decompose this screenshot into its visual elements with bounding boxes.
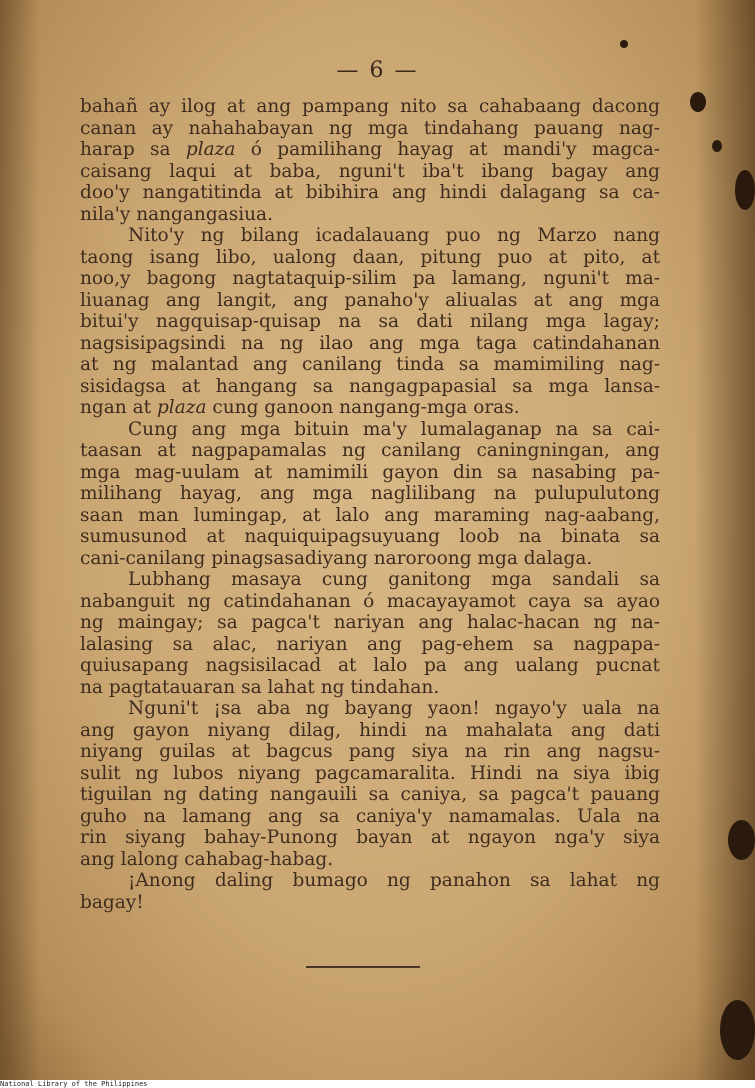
- paragraph: [80, 225, 660, 419]
- page-number: — 6 —: [336, 58, 419, 83]
- ink-stain: [712, 140, 722, 152]
- paragraph: [80, 870, 660, 913]
- text-line: lalasing sa alac, nariyan ang pag-ehem sa nagpapa-: [80, 633, 660, 655]
- text-line: bahañ ay ilog at ang pampang nito sa cahabaang dacong: [80, 96, 660, 117]
- ink-stain: [690, 92, 706, 112]
- text-line: Cung ang mga bituin ma'y lumalaganap na sa cai-: [128, 418, 660, 440]
- text-line: harap sa plaza ó pamilihang hayag at mandi'y magca-: [80, 139, 661, 160]
- text-line: ngan at plaza cung ganoon nangang-mga oras.: [80, 397, 520, 418]
- ink-stain: [735, 170, 755, 210]
- text-line: sisidagsa at hangang sa nangagpapasial sa mga lansa-: [80, 375, 660, 397]
- text-line: liuanag ang langit, ang panaho'y aliualas at ang mga: [80, 289, 660, 311]
- text-line: ng maingay; sa pagca't nariyan ang halac-hacan ng na-: [80, 612, 660, 633]
- text-line: ang gayon niyang dilag, hindi na mahalata ang dati: [80, 719, 660, 741]
- text-line: quiusapang nagsisilacad at lalo pa ang ualang pucnat: [80, 655, 660, 676]
- ink-stain: [620, 40, 628, 48]
- text-line: guho na lamang ang sa caniya'y namamalas. Uala na: [80, 805, 660, 827]
- text-line: ang lalong cahabag-habag.: [80, 848, 334, 870]
- text-line: ¡Anong daling bumago ng panahon sa lahat ng: [128, 870, 660, 891]
- ink-stain: [720, 1000, 755, 1060]
- paragraph: [80, 569, 660, 698]
- text-line: na pagtatauaran sa lahat ng tindahan.: [80, 676, 440, 698]
- text-line: taasan at nagpapamalas ng canilang caningningan, ang: [80, 440, 660, 461]
- text-line: milihang hayag, ang mga naglilibang na pulupulutong: [80, 483, 660, 504]
- text-line: sulit ng lubos niyang pagcamaralita. Hindi na siya ibig: [80, 762, 660, 784]
- text-line: taong isang libo, ualong daan, pitung puo at pito, at: [80, 246, 660, 268]
- text-line: nila'y nangangasiua.: [80, 203, 273, 225]
- text-line: bitui'y nagquisap-quisap na sa dati nilang mga lagay;: [80, 311, 660, 332]
- page-edge-shadow-right: [695, 0, 755, 1080]
- text-line: nagsisipagsindi na ng ilao ang mga taga catindahanan: [80, 332, 660, 354]
- library-credit: National Library of the Philippines: [0, 1080, 755, 1088]
- text-line: caisang laqui at baba, nguni't iba't ibang bagay ang: [80, 160, 660, 182]
- text-line: tiguilan ng dating nangauili sa caniya, sa pagca't pauang: [80, 784, 660, 805]
- paragraph: [80, 419, 660, 570]
- paragraph: [80, 96, 660, 225]
- text-line: mga mag-uulam at namimili gayon din sa nasabing pa-: [80, 461, 660, 483]
- page-edge-shadow-left: [0, 0, 40, 1080]
- text-line: doo'y nangatitinda at bibihira ang hindi dalagang sa ca-: [80, 182, 660, 203]
- text-line: Lubhang masaya cung ganitong mga sandali sa: [128, 569, 660, 590]
- text-line: rin siyang bahay-Punong bayan at ngayon nga'y siya: [80, 827, 660, 848]
- text-line: noo,y bagong nagtataquip-silim pa lamang, nguni't ma-: [80, 268, 660, 289]
- text-line: saan man lumingap, at lalo ang maraming nag-aabang,: [80, 504, 660, 526]
- text-line: Nguni't ¡sa aba ng bayang yaon! ngayo'y uala na: [128, 698, 660, 719]
- text-line: canan ay nahahabayan ng mga tindahang pauang nag-: [80, 117, 660, 139]
- paragraph: [80, 698, 660, 870]
- italic-word: plaza: [185, 139, 236, 160]
- text-line: Nito'y ng bilang icadalauang puo ng Marzo nang: [128, 225, 660, 246]
- end-rule: [306, 966, 420, 968]
- text-line: bagay!: [80, 891, 144, 913]
- text-line: niyang guilas at bagcus pang siya na rin ang nagsu-: [80, 741, 660, 762]
- body-text: [80, 96, 660, 913]
- italic-word: plaza: [156, 397, 207, 418]
- text-line: cani-canilang pinagsasadiyang naroroong mga dalaga.: [80, 547, 593, 569]
- text-line: at ng malantad ang canilang tinda sa mamimiling nag-: [80, 354, 660, 375]
- ink-stain: [728, 820, 755, 860]
- text-line: nabanguit ng catindahanan ó macayayamot caya sa ayao: [80, 590, 660, 612]
- text-line: sumusunod at naquiquipagsuyuang loob na binata sa: [80, 526, 660, 547]
